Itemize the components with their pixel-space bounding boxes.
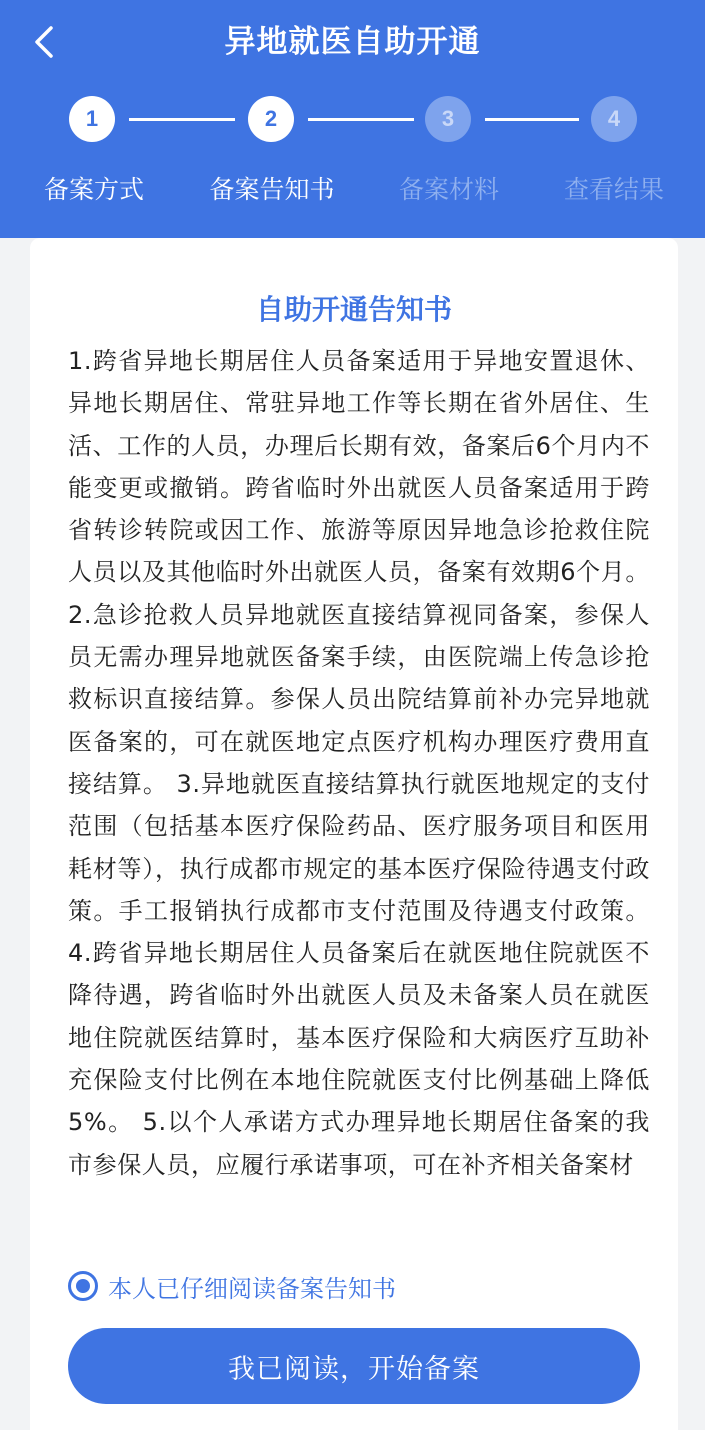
step-connector-1 <box>129 118 235 121</box>
step-2-circle: 2 <box>248 96 294 142</box>
notice-body[interactable]: 1.跨省异地长期居住人员备案适用于异地安置退休、异地长期居住、常驻异地工作等长期在省外居住、生活、工作的人员，办理后长期有效，备案后6个月内不能变更或撤销。跨省临时外出就医人员备案适用于跨省转诊转院或因工作、旅游等原因异地急诊抢救住院人员以及其他临时外出就医人员，备案有效期6个月。 2.急诊抢救人员异地就医直接结算视同备案，参保人员无需办理异地就医备案手续，由医院端上传急诊抢救标识直接结算。参保人员出院结算前补办完异地就医备案的，可在就医地定点医疗机构办理医疗费用直接结算。 3.异地就医直接结算执行就医地规定的支付范围（包括基本医疗保险药品、医疗服务项目和医用耗材等），执行成都市规定的基本医疗保险待遇支付政策。手工报销执行成都市支付范围及待遇支付政策。 4.跨省异地长期居住人员备案后在就医地住院就医不降待遇，跨省临时外出就医人员及未备案人员在就医地住院就医结算时，基本医疗保险和大病医疗互助补充保险支付比例在本地住院就医支付比例基础上降低5%。 5.以个人承诺方式办理异地长期居住备案的我市参保人员，应履行承诺事项，可在补齐相关备案材 <box>68 347 650 1179</box>
step-4-label: 查看结果 <box>563 175 664 204</box>
notice-card <box>30 238 678 1430</box>
radio-checked-icon[interactable] <box>68 1271 98 1301</box>
read-confirm-label[interactable]: 本人已仔细阅读备案告知书 <box>108 1274 396 1303</box>
step-1-label: 备案方式 <box>43 175 144 204</box>
radio-dot <box>76 1279 90 1293</box>
step-connector-2 <box>308 118 414 121</box>
step-connector-3 <box>485 118 579 121</box>
start-filing-button[interactable]: 我已阅读，开始备案 <box>68 1328 640 1404</box>
stepper <box>0 90 705 150</box>
step-1-circle: 1 <box>69 96 115 142</box>
step-3-circle: 3 <box>425 96 471 142</box>
page-title: 异地就医自助开通 <box>224 24 481 60</box>
step-4-circle: 4 <box>591 96 637 142</box>
step-3-label: 备案材料 <box>398 175 499 204</box>
header-bar <box>0 0 705 238</box>
step-2-label: 备案告知书 <box>209 175 335 204</box>
notice-title: 自助开通告知书 <box>255 293 452 326</box>
read-confirm-radio[interactable] <box>68 1266 396 1306</box>
